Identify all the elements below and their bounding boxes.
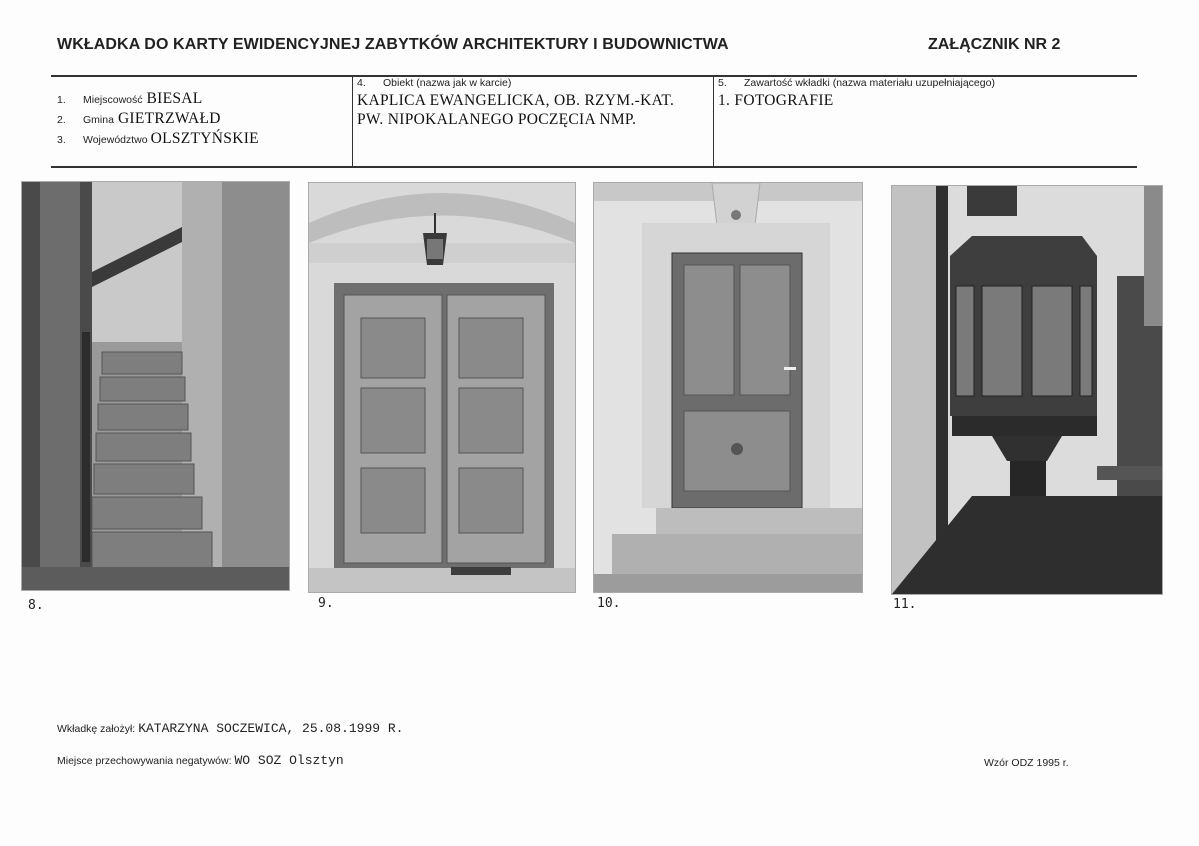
- storage-field: [57, 753, 344, 768]
- template-note: Wzór ODZ 1995 r.: [984, 757, 1069, 769]
- contents-label: Zawartość wkładki (nazwa materiału uzupełniającego): [744, 77, 995, 89]
- province-field: [57, 130, 259, 148]
- photo-caption: 10.: [597, 596, 621, 611]
- contents-value: 1. FOTOGRAFIE: [718, 92, 834, 109]
- field-number: 1.: [57, 94, 66, 106]
- table-divider-1: [352, 76, 353, 167]
- photo-caption: 11.: [893, 597, 917, 612]
- creator-label: Wkładkę założył:: [57, 723, 136, 735]
- object-value-line1: KAPLICA EWANGELICKA, OB. RZYM.-KAT.: [357, 92, 675, 109]
- table-bottom-border: [51, 166, 1137, 168]
- commune-value: GIETRZWAŁD: [117, 110, 221, 127]
- photo-single-door: [593, 182, 863, 593]
- creator-value: KATARZYNA SOCZEWICA, 25.08.1999 R.: [138, 721, 404, 736]
- commune-label: Gmina: [83, 114, 114, 126]
- province-value: OLSZTYŃSKIE: [150, 130, 259, 147]
- photo-caption: 9.: [318, 596, 334, 611]
- pulpit-image: [892, 186, 1162, 594]
- field-number: 4.: [357, 77, 366, 89]
- field-number: 2.: [57, 114, 66, 126]
- locality-label: Miejscowość: [83, 94, 143, 106]
- province-label: Województwo: [83, 134, 148, 146]
- field-number: 3.: [57, 134, 66, 146]
- double-door-image: [309, 183, 575, 592]
- commune-field: [57, 110, 221, 128]
- single-door-image: [594, 183, 862, 592]
- contents-label-row: [718, 77, 995, 89]
- table-divider-2: [713, 76, 714, 167]
- locality-value: BIESAL: [146, 90, 203, 107]
- locality-field: [57, 90, 203, 108]
- creator-field: [57, 721, 403, 736]
- photo-staircase: [21, 181, 290, 591]
- field-number: 5.: [718, 77, 727, 89]
- object-label: Obiekt (nazwa jak w karcie): [383, 77, 512, 89]
- document-title: WKŁADKA DO KARTY EWIDENCYJNEJ ZABYTKÓW ARCHITEKTURY I BUDOWNICTWA: [57, 36, 729, 53]
- storage-label: Miejsce przechowywania negatywów:: [57, 755, 232, 767]
- object-value-line2: PW. NIPOKALANEGO POCZĘCIA NMP.: [357, 111, 637, 128]
- staircase-image: [22, 182, 289, 590]
- photo-pulpit: [891, 185, 1163, 595]
- photo-caption: 8.: [28, 598, 44, 613]
- annex-number: ZAŁĄCZNIK NR 2: [928, 36, 1061, 53]
- object-label-row: [357, 77, 511, 89]
- storage-value: WO SOZ Olsztyn: [234, 753, 344, 768]
- photo-double-door: [308, 182, 576, 593]
